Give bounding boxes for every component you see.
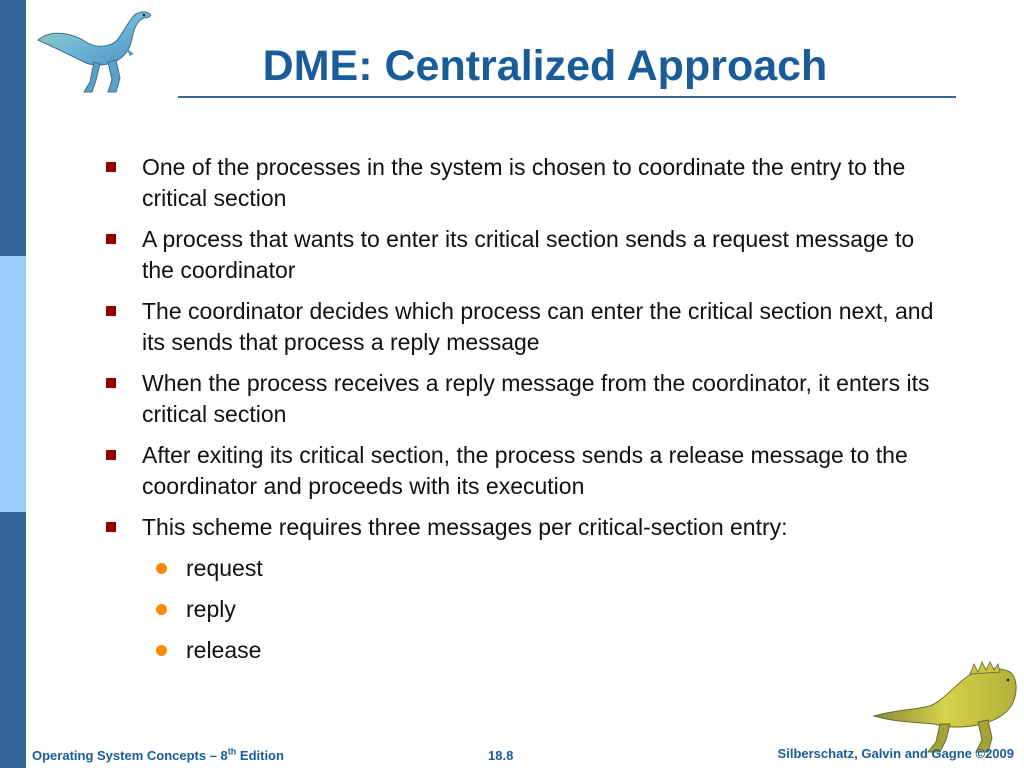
sub-bullet-list [142,553,940,666]
bullet-item [100,368,940,430]
left-sidebar-bar [0,0,26,768]
sub-bullet-text: request [186,555,263,581]
bullet-item [100,440,940,502]
round-bullet-icon [156,604,167,615]
square-bullet-icon [106,450,116,460]
bullet-item [100,224,940,286]
bullet-item [100,152,940,214]
footer-book-title: Operating System Concepts – 8th Edition [32,746,284,763]
square-bullet-icon [106,378,116,388]
sub-bullet-item [142,594,940,625]
square-bullet-icon [106,306,116,316]
bullet-text: A process that wants to enter its critical section sends a request message to the coordinator [142,226,915,283]
bullet-text: The coordinator decides which process can enter the critical section next, and its sends that process a reply message [142,298,934,355]
bullet-item [100,296,940,358]
bullet-text: One of the processes in the system is chosen to coordinate the entry to the critical section [142,154,906,211]
footer-page-number: 18.8 [488,748,514,763]
title-underline [178,96,956,98]
sub-bullet-item [142,553,940,584]
square-bullet-icon [106,234,116,244]
bullet-list [100,152,940,676]
bullet-text: This scheme requires three messages per critical-section entry: [142,514,788,540]
bullet-text: After exiting its critical section, the process sends a release message to the coordinator and proceeds with its execution [142,442,908,499]
sub-bullet-text: release [186,637,262,663]
sidebar-segment-middle [0,256,26,512]
bullet-text: When the process receives a reply message from the coordinator, it enters its critical section [142,370,930,427]
dinosaur-icon [34,6,158,96]
sidebar-segment-top [0,0,26,256]
footer-copyright: Silberschatz, Galvin and Gagne ©2009 [777,746,1014,761]
sidebar-segment-bottom [0,512,26,768]
square-bullet-icon [106,162,116,172]
slide-title: DME: Centralized Approach [262,42,828,90]
bullet-item [100,512,940,666]
round-bullet-icon [156,563,167,574]
sub-bullet-item [142,635,940,666]
slide-footer [26,738,1024,768]
round-bullet-icon [156,645,167,656]
square-bullet-icon [106,522,116,532]
sub-bullet-text: reply [186,596,236,622]
